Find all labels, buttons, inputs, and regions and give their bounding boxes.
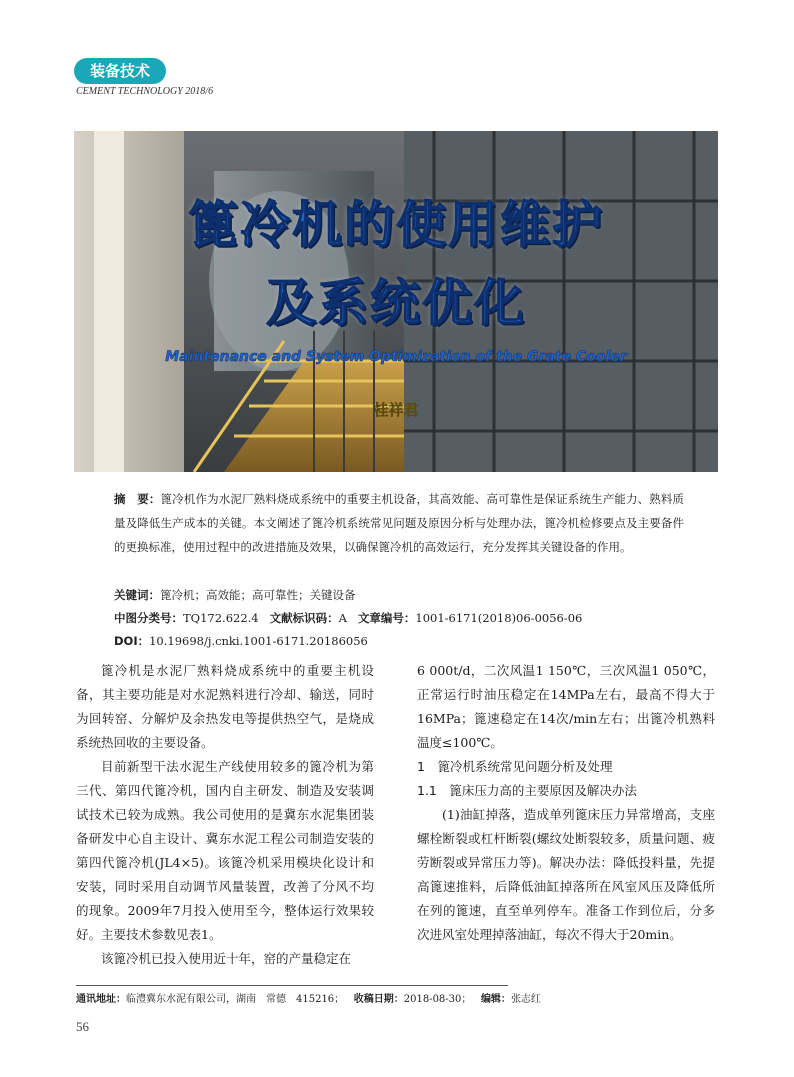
paragraph: 篦冷机是水泥厂熟料烧成系统中的重要主机设备，其主要功能是对水泥熟料进行冷却、输送，同时为回转窑、分解炉及余热发电等提供热空气，是烧成系统热回收的主要设备。 xyxy=(76,663,374,750)
editor-value: 张志红 xyxy=(510,994,541,1005)
article-number-value: 1001-6171(2018)06-0056-06 xyxy=(415,611,583,625)
footer-divider xyxy=(76,985,508,986)
paragraph: 该篦冷机已投入使用近十年，窑的产量稳定在 xyxy=(101,951,352,966)
classification-line xyxy=(114,606,684,630)
keywords xyxy=(114,583,684,607)
paragraph: 目前新型干法水泥生产线使用较多的篦冷机为第三代、第四代篦冷机，国内自主研发、制造及安装调试技术已较为成熟。我公司使用的是冀东水泥集团装备研发中心自主设计、冀东水泥工程公司制造安装的第四代篦冷机(JL4×5)。该篦冷机采用模块化设计和安装，同时采用自动调节风量装置，改善了分风不均的现象。2009年7月投入使用至今，整体运行效果较好。主要技术参数见表1。 xyxy=(76,759,374,942)
footnote xyxy=(76,990,541,1005)
editor-label: 编辑： xyxy=(480,994,511,1005)
doc-code-value: A xyxy=(338,611,347,625)
article-title-line-2: 及系统优化 xyxy=(266,274,526,332)
body-column-right xyxy=(417,659,715,947)
doi-label: DOI： xyxy=(114,634,150,648)
body-column-left xyxy=(76,659,374,971)
keywords-label: 关键词： xyxy=(114,588,160,602)
clc-value: TQ172.622.4 xyxy=(183,611,259,625)
paragraph: 6 000t/d，二次风温1 150℃，三次风温1 050℃，正常运行时油压稳定在14MPa左右，最高不得大于16MPa；篦速稳定在14次/min左右；出篦冷机熟料温度≤100℃。 xyxy=(417,663,715,750)
author-name: 桂祥君 xyxy=(373,401,419,419)
article-title-line-1: 篦冷机的使用维护 xyxy=(188,196,604,254)
subsection-heading: 1.1 篦床压力高的主要原因及解决办法 xyxy=(417,783,637,798)
page-number: 56 xyxy=(76,1019,89,1034)
paragraph: (1)油缸掉落，造成单列篦床压力异常增高，支座螺栓断裂或杠杆断裂(螺纹处断裂较多，质量问题、疲劳断裂或异常压力等)。解决办法：降低投料量，先提高篦速推料，后降低油缸掉落所在风室风压及降低所在列的篦速，直至单列停车。准备工作到位后，分多次进风室处理掉落油缸，每次不得大于20min。 xyxy=(417,807,715,942)
english-title: Maintenance and System Optimization of the Grate Cooler xyxy=(165,349,627,365)
doc-code-label: 文献标识码： xyxy=(269,611,339,625)
keywords-text: 篦冷机；高效能；高可靠性；关键设备 xyxy=(160,588,356,602)
doi-line xyxy=(114,629,684,653)
abstract xyxy=(114,487,684,559)
address-value: 临澧冀东水泥有限公司，湖南 常德 415216； xyxy=(126,994,345,1005)
address-label: 通讯地址： xyxy=(76,994,126,1005)
abstract-label: 摘 要： xyxy=(114,492,161,506)
abstract-text: 篦冷机作为水泥厂熟料烧成系统中的重要主机设备，其高效能、高可靠性是保证系统生产能力、熟料质量及降低生产成本的关键。本文阐述了篦冷机系统常见问题及原因分析与处理办法，篦冷机检修要点及主要备件的更换标准，使用过程中的改进措施及效果，以确保篦冷机的高效运行，充分发挥其关键设备的作用。 xyxy=(114,492,684,554)
doi-value: 10.19698/j.cnki.1001-6171.20186056 xyxy=(149,634,368,648)
clc-label: 中图分类号： xyxy=(114,611,183,625)
received-label: 收稿日期： xyxy=(353,994,404,1005)
received-value: 2018-08-30； xyxy=(403,994,472,1005)
header-banner-image xyxy=(74,131,718,472)
section-tag: 装备技术 xyxy=(74,58,166,84)
journal-name: CEMENT TECHNOLOGY 2018/6 xyxy=(76,86,214,97)
section-heading: 1 篦冷机系统常见问题分析及处理 xyxy=(417,759,613,774)
article-number-label: 文章编号： xyxy=(357,611,416,625)
